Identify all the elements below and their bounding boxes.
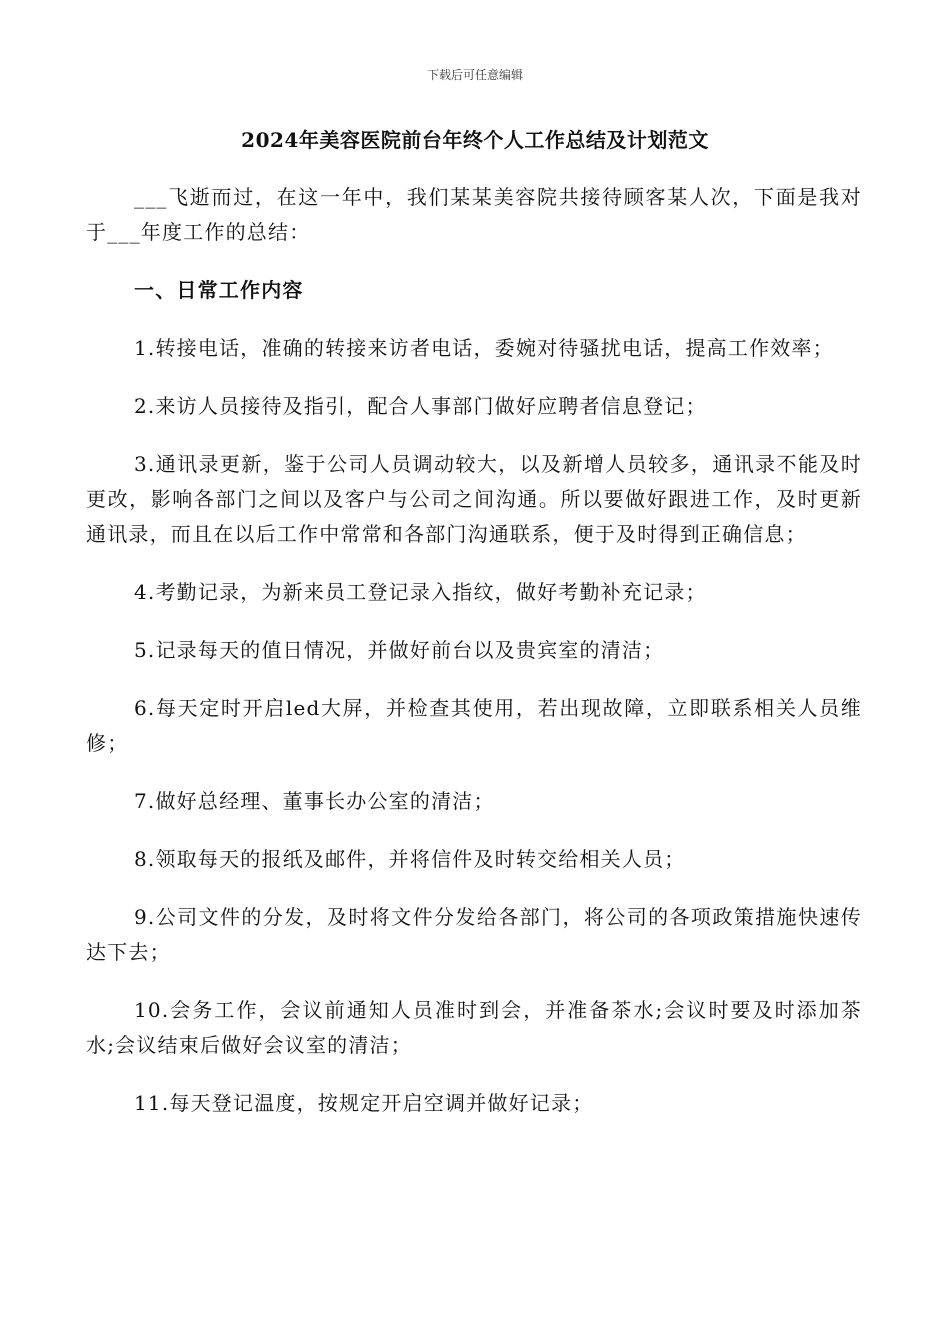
list-item: 1.转接电话，准确的转接来访者电话，委婉对待骚扰电话，提高工作效率；	[134, 336, 834, 360]
header-note: 下载后可任意编辑	[426, 68, 523, 82]
intro-paragraph: ___飞逝而过，在这一年中，我们某某美容院共接待顾客某人次，下面是我对于___年度工作的总结：	[86, 185, 862, 244]
list-item: 5.记录每天的值日情况，并做好前台以及贵宾室的清洁；	[134, 638, 665, 662]
list-item: 6.每天定时开启led大屏，并检查其使用，若出现故障，立即联系相关人员维修；	[86, 696, 862, 755]
document-title: 2024年美容医院前台年终个人工作总结及计划范文	[241, 128, 709, 152]
list-item: 3.通讯录更新，鉴于公司人员调动较大，以及新增人员较多，通讯录不能及时更改，影响各部门之间以及客户与公司之间沟通。所以要做好跟进工作，及时更新通讯录，而且在以后工作中常常和各部门沟通联系，便于及时得到正确信息；	[86, 452, 862, 546]
list-item: 4.考勤记录，为新来员工登记录入指纹，做好考勤补充记录；	[134, 580, 707, 604]
list-item: 9.公司文件的分发，及时将文件分发给各部门，将公司的各项政策措施快速传达下去；	[86, 905, 862, 964]
list-item: 8.领取每天的报纸及邮件，并将信件及时转交给相关人员；	[134, 847, 686, 871]
section-heading: 一、日常工作内容	[134, 278, 304, 302]
list-item: 10.会务工作，会议前通知人员准时到会，并准备茶水;会议时要及时添加茶水;会议结束后做好会议室的清洁；	[86, 998, 862, 1057]
list-item: 7.做好总经理、董事长办公室的清洁；	[134, 789, 495, 813]
list-item: 11.每天登记温度，按规定开启空调并做好记录；	[134, 1091, 594, 1115]
document-body	[86, 180, 862, 1121]
list-item: 2.来访人员接待及指引，配合人事部门做好应聘者信息登记；	[134, 394, 707, 418]
